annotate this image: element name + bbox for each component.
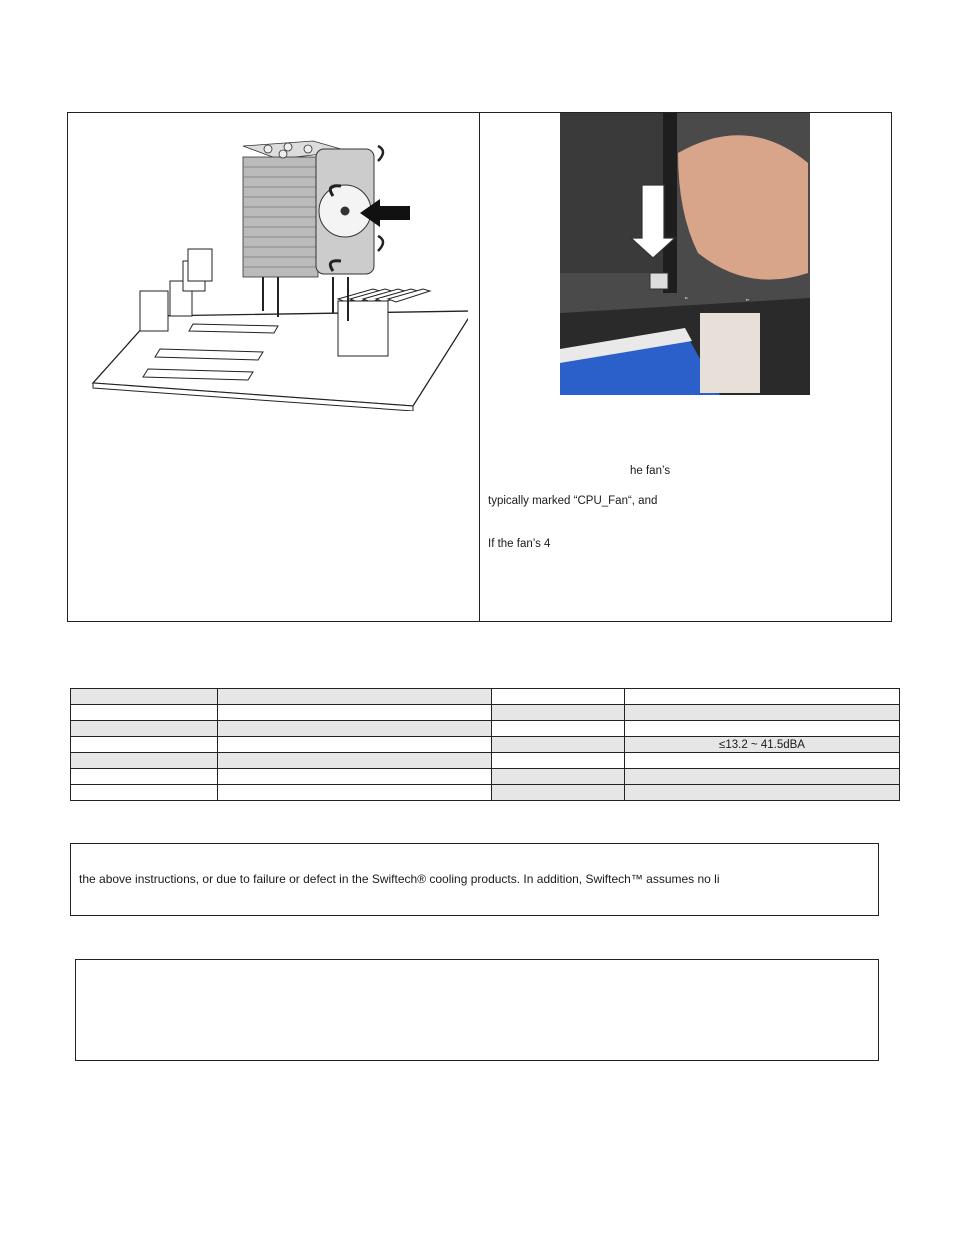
instruction-panel-right [479,112,892,622]
table-row [71,753,900,769]
table-cell [218,721,492,737]
illustration-panel-left [67,112,480,622]
table-cell [71,705,218,721]
table-row [71,785,900,801]
disclaimer-text: the above instructions, or due to failure or defect in the Swiftech® cooling products. In addition, Swiftech™ assumes no li [79,872,720,886]
photo-quote-close: ” [746,298,749,307]
table-cell [625,721,900,737]
specifications-table [70,688,900,801]
table-cell [492,689,625,705]
table-cell [218,705,492,721]
cpu-cooler-illustration [88,121,468,411]
table-cell [218,689,492,705]
table-cell [71,753,218,769]
table-row [71,721,900,737]
table-cell [71,769,218,785]
table-cell [71,785,218,801]
table-row [71,689,900,705]
rotate-arrow-icon [378,146,383,161]
table-cell [492,721,625,737]
table-cell [218,785,492,801]
table-cell [71,721,218,737]
table-cell [625,689,900,705]
table-row [71,737,900,753]
fan-connector-photo [560,113,810,395]
table-cell [218,753,492,769]
table-cell [71,737,218,753]
fan-pin-text: If the fan’s 4 [488,538,551,550]
table-cell [625,753,900,769]
cpu-fan-marking-text: typically marked “CPU_Fan“, and [488,495,658,507]
notice-box [75,959,879,1061]
rotate-arrow-icon [378,236,383,251]
table-cell [492,753,625,769]
table-cell [218,769,492,785]
table-cell [625,785,900,801]
table-cell [71,689,218,705]
table-cell [492,785,625,801]
photo-quote-open: “ [685,296,688,305]
table-row [71,705,900,721]
disclaimer-box [70,843,879,916]
noise-level-cell: ≤13.2 ~ 41.5dBA [625,737,900,753]
table-cell [218,737,492,753]
table-row [71,769,900,785]
table-cell [492,737,625,753]
fan-header-text: he fan’s [630,465,671,477]
table-cell [492,705,625,721]
table-cell [625,705,900,721]
table-cell [492,769,625,785]
table-cell [625,769,900,785]
